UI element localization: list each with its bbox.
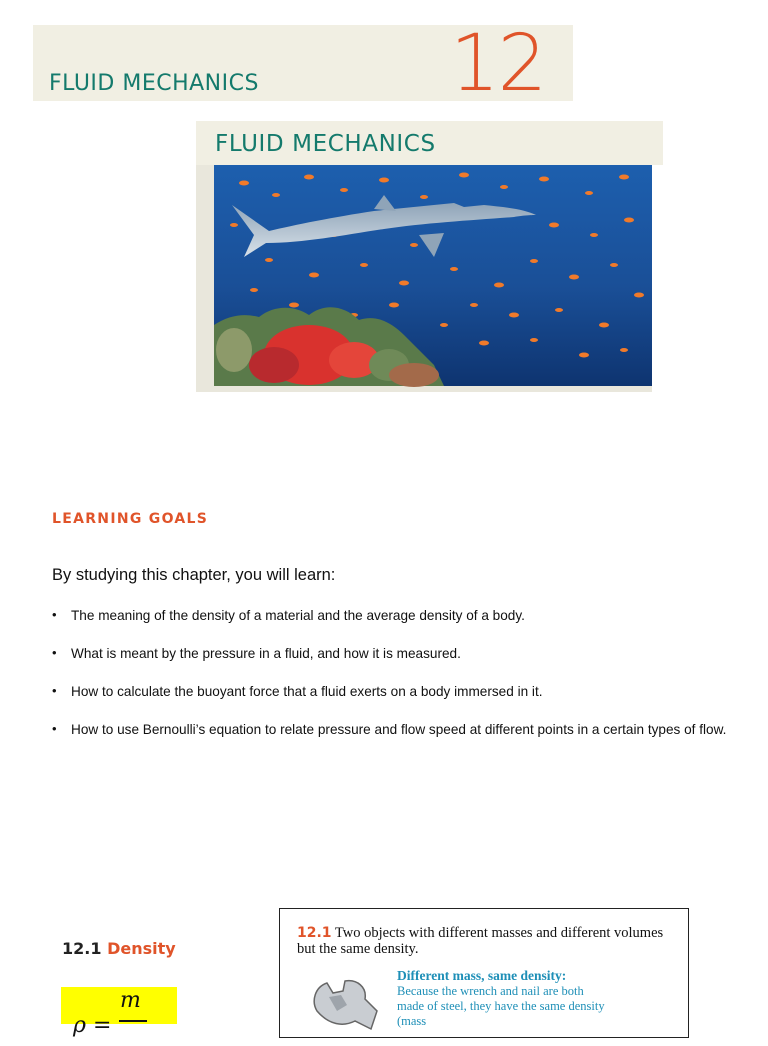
figure-caption [297,925,677,957]
learning-goals-list [52,606,732,739]
section-heading [62,939,176,958]
section-name: Density [107,939,176,958]
density-formula [61,987,177,1038]
list-item [52,720,732,739]
list-item [52,644,732,663]
chapter-title: FLUID MECHANICS [49,71,259,96]
formula-equals: = [93,1013,112,1038]
wrench-icon [307,971,387,1046]
learning-goals-heading: LEARNING GOALS [52,511,209,527]
section-number: 12.1 [62,939,102,958]
chapter-banner [33,19,573,109]
list-item [52,606,732,625]
fraction-bar [119,1020,147,1022]
bullet-icon: • [52,607,57,622]
bullet-icon: • [52,721,57,736]
bullet-icon: • [52,645,57,660]
chapter-inner-banner [196,121,663,165]
goal-text: How to use Bernoulli’s equation to relate pressure and flow speed at different points in a certain types of flow. [71,722,727,737]
list-item [52,682,732,701]
goal-text: How to calculate the buoyant force that a fluid exerts on a body immersed in it. [71,684,543,699]
reef-shark-photo [214,165,652,386]
goal-text: What is meant by the pressure in a fluid, and how it is measured. [71,646,461,661]
figure-note-title: Different mass, same density: [397,968,567,983]
formula-numerator: m [120,988,141,1013]
figure-number: 12.1 [297,925,332,941]
formula-lhs: ρ [73,1013,86,1038]
chapter-number: 12 [450,19,546,109]
learning-goals-intro: By studying this chapter, you will learn: [52,566,336,584]
bullet-icon: • [52,683,57,698]
chapter-photo-frame [196,165,652,392]
figure-12-1 [279,908,689,1038]
figure-caption-text: Two objects with different masses and different volumes but the same density. [297,925,664,957]
chapter-inner-title: FLUID MECHANICS [215,131,436,157]
goal-text: The meaning of the density of a material and the average density of a body. [71,608,525,623]
figure-note-body: Because the wrench and nail are both made of steel, they have the same density (mass [397,984,605,1028]
